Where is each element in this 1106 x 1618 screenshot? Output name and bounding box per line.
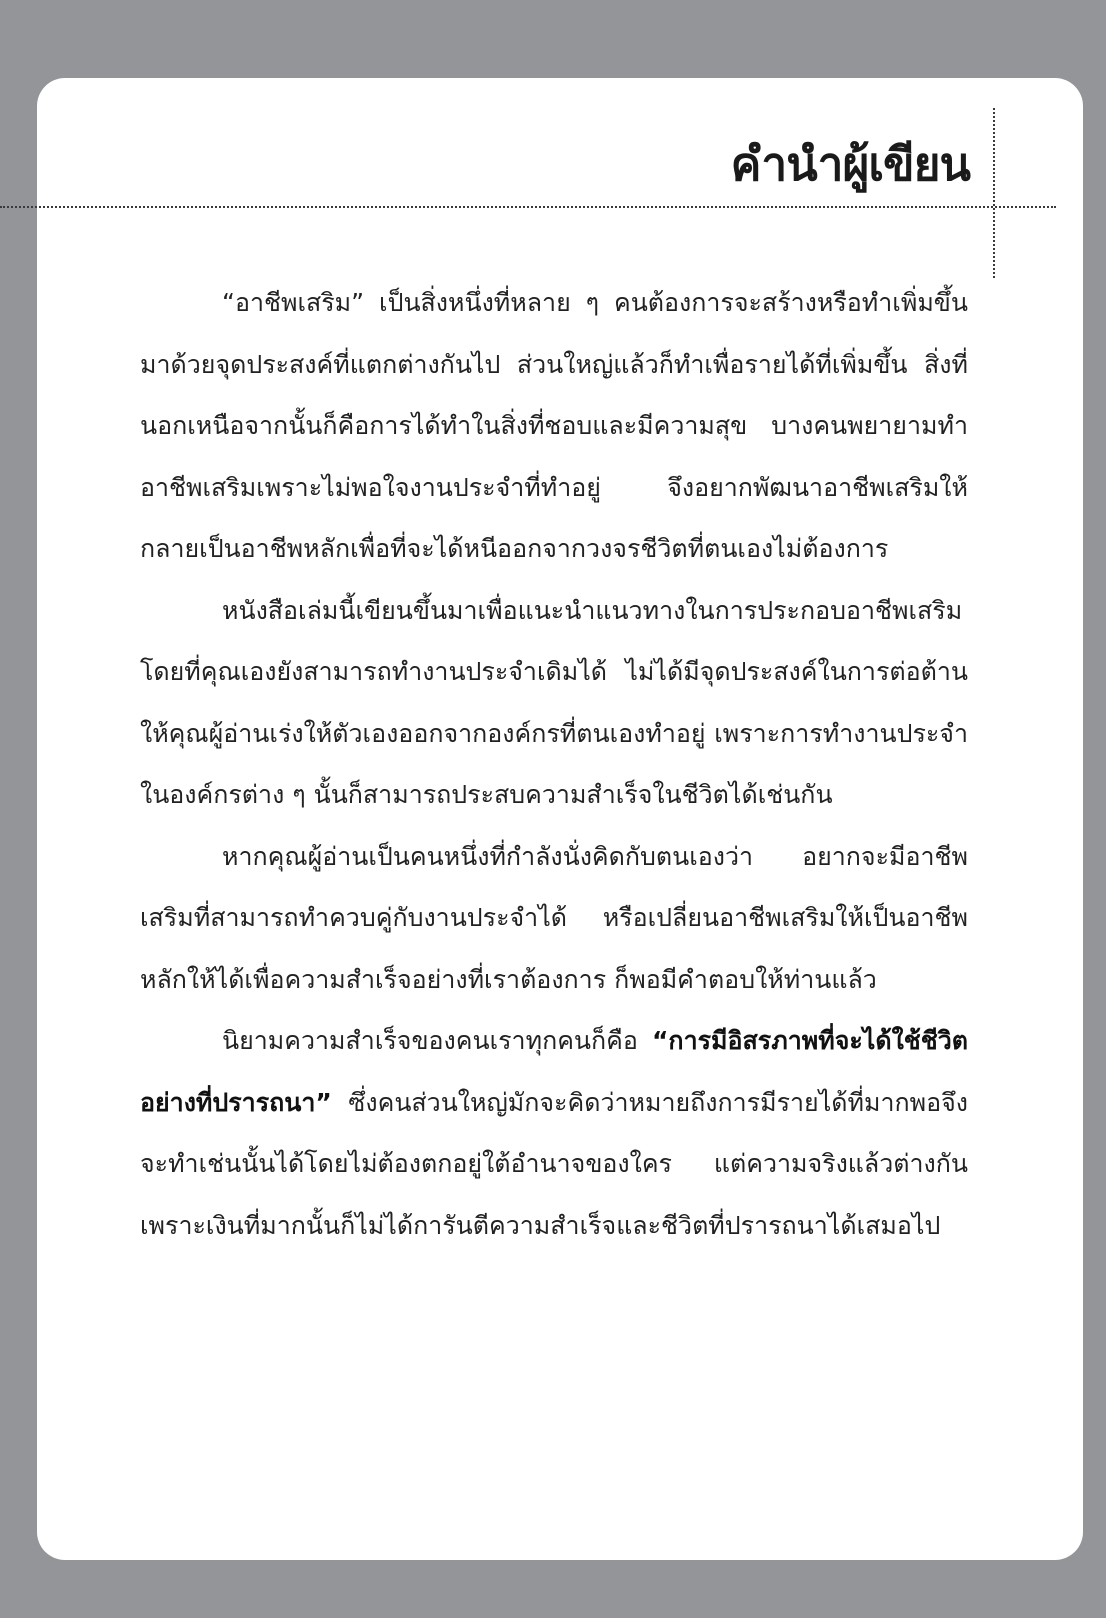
dotted-vertical-divider (993, 108, 995, 278)
page-title: คำนำผู้เขียน (730, 137, 970, 191)
paragraph-4-emphasis: “การมีอิสรภาพที่จะได้ใช้ชีวิตอย่างที่ปรารถนา” (140, 1026, 968, 1117)
paragraph-4-rest: ซึ่งคนส่วนใหญ่มักจะคิดว่าหมายถึงการมีรายได้ที่มากพอจึงจะทำเช่นนั้นได้โดยไม่ต้องตกอยู่ใต้อำนาจของใคร แต่ความจริงแล้วต่างกัน เพราะเงินที่มากนั้นก็ไม่ได้การันตีความสำเร็จและชีวิตที่ปรารถนาได้เสมอไป (140, 1087, 968, 1240)
paragraph-3: หากคุณผู้อ่านเป็นคนหนึ่งที่กำลังนั่งคิดกับตนเองว่า อยากจะมีอาชีพเสริมที่สามารถทำควบคู่กับงานประจำได้ หรือเปลี่ยนอาชีพเสริมให้เป็นอาชีพหลักให้ได้เพื่อความสำเร็จอย่างที่เราต้องการ ก็พอมีคำตอบให้ท่านแล้ว (140, 841, 968, 994)
body-text (140, 272, 968, 1256)
paragraph-4-lead: นิยามความสำเร็จของคนเราทุกคนก็คือ (222, 1026, 652, 1055)
paragraph-4 (140, 1010, 968, 1256)
dotted-horizontal-divider (0, 206, 1056, 208)
paragraph-2: หนังสือเล่มนี้เขียนขึ้นมาเพื่อแนะนำแนวทางในการประกอบอาชีพเสริม โดยที่คุณเองยังสามารถทำงานประจำเดิมได้ ไม่ได้มีจุดประสงค์ในการต่อต้านให้คุณผู้อ่านเร่งให้ตัวเองออกจากองค์กรที่ตนเองทำอยู่ เพราะการทำงานประจำในองค์กรต่าง ๆ นั้นก็สามารถประสบความสำเร็จในชีวิตได้เช่นกัน (140, 595, 968, 809)
paragraph-1: “อาชีพเสริม” เป็นสิ่งหนึ่งที่หลาย ๆ คนต้องการจะสร้างหรือทำเพิ่มขึ้นมาด้วยจุดประสงค์ที่แตกต่างกันไป ส่วนใหญ่แล้วก็ทำเพื่อรายได้ที่เพิ่มขึ้น สิ่งที่นอกเหนือจากนั้นก็คือการได้ทำในสิ่งที่ชอบและมีความสุข บางคนพยายามทำอาชีพเสริมเพราะไม่พอใจงานประจำที่ทำอยู่ จึงอยากพัฒนาอาชีพเสริมให้กลายเป็นอาชีพหลักเพื่อที่จะได้หนีออกจากวงจรชีวิตที่ตนเองไม่ต้องการ (140, 288, 968, 563)
